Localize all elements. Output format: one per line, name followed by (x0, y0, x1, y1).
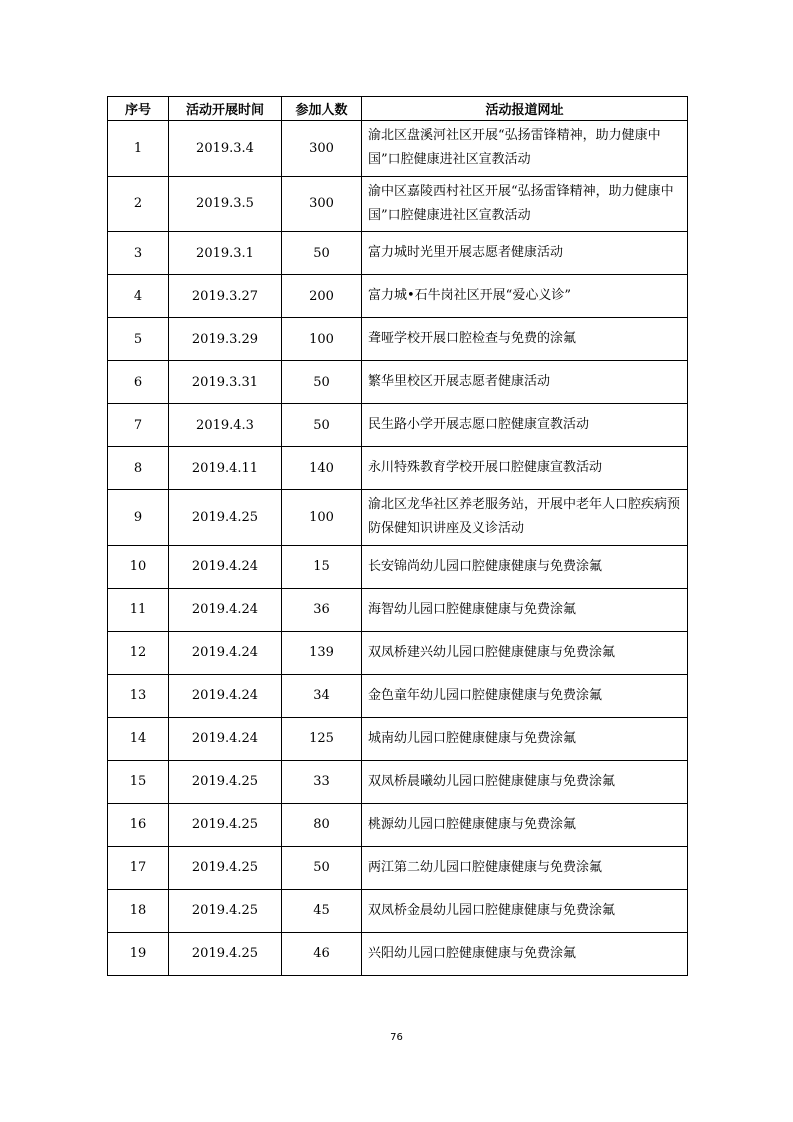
cell-activity-description: 双凤桥晨曦幼儿园口腔健康健康与免费涂氟 (362, 760, 688, 803)
cell-activity-date: 2019.3.5 (169, 176, 282, 232)
table-row (108, 889, 688, 932)
cell-participant-count: 300 (282, 176, 362, 232)
table-row (108, 447, 688, 490)
cell-serial-number: 9 (108, 490, 169, 546)
cell-serial-number: 4 (108, 275, 169, 318)
cell-activity-description: 双凤桥金晨幼儿园口腔健康健康与免费涂氟 (362, 889, 688, 932)
table-row (108, 545, 688, 588)
header-report-url: 活动报道网址 (362, 97, 688, 121)
cell-activity-date: 2019.4.24 (169, 717, 282, 760)
cell-participant-count: 140 (282, 447, 362, 490)
cell-activity-date: 2019.4.24 (169, 545, 282, 588)
cell-activity-description: 兴阳幼儿园口腔健康健康与免费涂氟 (362, 932, 688, 975)
cell-activity-description: 富力城•石牛岗社区开展“爱心义诊” (362, 275, 688, 318)
cell-serial-number: 15 (108, 760, 169, 803)
page-number: 76 (390, 1032, 403, 1043)
cell-activity-date: 2019.4.25 (169, 932, 282, 975)
cell-activity-date: 2019.4.25 (169, 803, 282, 846)
cell-activity-description: 两江第二幼儿园口腔健康健康与免费涂氟 (362, 846, 688, 889)
cell-activity-date: 2019.4.25 (169, 889, 282, 932)
cell-participant-count: 80 (282, 803, 362, 846)
table-row (108, 318, 688, 361)
cell-activity-description: 民生路小学开展志愿口腔健康宣教活动 (362, 404, 688, 447)
cell-activity-date: 2019.4.25 (169, 846, 282, 889)
header-serial-number: 序号 (108, 97, 169, 121)
cell-participant-count: 33 (282, 760, 362, 803)
cell-participant-count: 36 (282, 588, 362, 631)
cell-activity-date: 2019.4.3 (169, 404, 282, 447)
cell-activity-date: 2019.4.24 (169, 631, 282, 674)
table-row (108, 490, 688, 546)
cell-activity-date: 2019.4.25 (169, 760, 282, 803)
cell-participant-count: 50 (282, 404, 362, 447)
table-row (108, 232, 688, 275)
cell-serial-number: 7 (108, 404, 169, 447)
table-row (108, 361, 688, 404)
cell-activity-date: 2019.4.11 (169, 447, 282, 490)
cell-participant-count: 46 (282, 932, 362, 975)
table-row (108, 404, 688, 447)
cell-serial-number: 18 (108, 889, 169, 932)
cell-activity-description: 渝中区嘉陵西村社区开展“弘扬雷锋精神，助力健康中国”口腔健康进社区宣教活动 (362, 176, 688, 232)
cell-activity-date: 2019.4.25 (169, 490, 282, 546)
cell-activity-description: 富力城时光里开展志愿者健康活动 (362, 232, 688, 275)
cell-activity-date: 2019.4.24 (169, 588, 282, 631)
cell-participant-count: 100 (282, 490, 362, 546)
table-row (108, 275, 688, 318)
cell-participant-count: 15 (282, 545, 362, 588)
cell-activity-date: 2019.3.29 (169, 318, 282, 361)
cell-activity-description: 长安锦尚幼儿园口腔健康健康与免费涂氟 (362, 545, 688, 588)
cell-serial-number: 14 (108, 717, 169, 760)
table-row (108, 674, 688, 717)
cell-serial-number: 5 (108, 318, 169, 361)
table-row (108, 932, 688, 975)
cell-activity-description: 城南幼儿园口腔健康健康与免费涂氟 (362, 717, 688, 760)
cell-activity-description: 聋哑学校开展口腔检查与免费的涂氟 (362, 318, 688, 361)
cell-activity-description: 繁华里校区开展志愿者健康活动 (362, 361, 688, 404)
table-row (108, 760, 688, 803)
cell-serial-number: 8 (108, 447, 169, 490)
cell-serial-number: 1 (108, 121, 169, 177)
activity-table (107, 96, 688, 976)
cell-activity-description: 金色童年幼儿园口腔健康健康与免费涂氟 (362, 674, 688, 717)
header-activity-date: 活动开展时间 (169, 97, 282, 121)
cell-activity-description: 渝北区盘溪河社区开展“弘扬雷锋精神，助力健康中国”口腔健康进社区宣教活动 (362, 121, 688, 177)
cell-participant-count: 50 (282, 846, 362, 889)
cell-activity-description: 桃源幼儿园口腔健康健康与免费涂氟 (362, 803, 688, 846)
cell-activity-date: 2019.3.27 (169, 275, 282, 318)
cell-participant-count: 50 (282, 232, 362, 275)
cell-serial-number: 11 (108, 588, 169, 631)
cell-serial-number: 16 (108, 803, 169, 846)
cell-serial-number: 10 (108, 545, 169, 588)
cell-activity-description: 海智幼儿园口腔健康健康与免费涂氟 (362, 588, 688, 631)
cell-participant-count: 50 (282, 361, 362, 404)
cell-participant-count: 300 (282, 121, 362, 177)
cell-serial-number: 12 (108, 631, 169, 674)
cell-activity-description: 永川特殊教育学校开展口腔健康宣教活动 (362, 447, 688, 490)
header-participant-count: 参加人数 (282, 97, 362, 121)
table-row (108, 176, 688, 232)
cell-serial-number: 17 (108, 846, 169, 889)
table-row (108, 121, 688, 177)
cell-participant-count: 200 (282, 275, 362, 318)
cell-activity-date: 2019.3.1 (169, 232, 282, 275)
table-row (108, 588, 688, 631)
cell-activity-date: 2019.3.31 (169, 361, 282, 404)
cell-serial-number: 13 (108, 674, 169, 717)
cell-participant-count: 34 (282, 674, 362, 717)
cell-participant-count: 45 (282, 889, 362, 932)
cell-serial-number: 3 (108, 232, 169, 275)
cell-participant-count: 139 (282, 631, 362, 674)
table-row (108, 803, 688, 846)
cell-participant-count: 125 (282, 717, 362, 760)
table-row (108, 631, 688, 674)
cell-activity-date: 2019.3.4 (169, 121, 282, 177)
cell-activity-description: 渝北区龙华社区养老服务站，开展中老年人口腔疾病预防保健知识讲座及义诊活动 (362, 490, 688, 546)
cell-serial-number: 2 (108, 176, 169, 232)
cell-participant-count: 100 (282, 318, 362, 361)
table-row (108, 717, 688, 760)
cell-serial-number: 6 (108, 361, 169, 404)
cell-activity-date: 2019.4.24 (169, 674, 282, 717)
cell-serial-number: 19 (108, 932, 169, 975)
table-header-row (108, 97, 688, 121)
table-row (108, 846, 688, 889)
cell-activity-description: 双凤桥建兴幼儿园口腔健康健康与免费涂氟 (362, 631, 688, 674)
